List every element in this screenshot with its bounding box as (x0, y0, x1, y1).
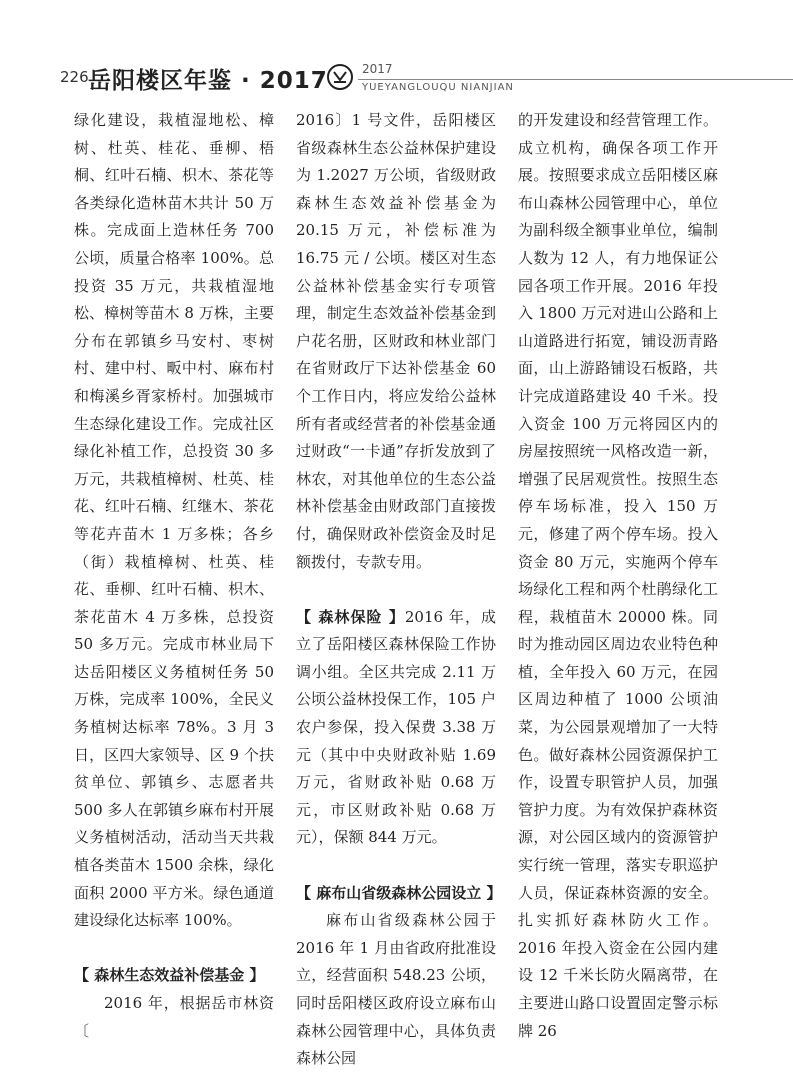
paragraph-mabushan-park: 麻布山省级森林公园于 2016 年 1 月由省政府批准设立，经营面积 548.23 公顷，同时岳阳楼区政府设立麻布山森林公园管理中心，具体负责森林公园 (296, 911, 496, 1068)
section-heading-forest-insurance: 【 森林保险 】 (296, 607, 405, 626)
header-year: 2017 (362, 62, 393, 76)
section-forest-insurance (296, 604, 496, 852)
section-heading-mabushan-park: 【 麻布山省级森林公园设立 】 (296, 883, 502, 902)
yearbook-title: 岳阳楼区年鉴 · 2017 (88, 68, 328, 94)
paragraph-greening: 绿化建设，栽植湿地松、樟树、杜英、桂花、垂柳、梧桐、红叶石楠、枳木、茶花等各类绿化造林苗木共计 50 万株。完成面上造林任务 700 公顷，质量合格率 100%。总投资 35 万元，共栽植湿地松、樟树等苗木 8 万株，主要分布在郭镇乡马安村、枣树村、建中村、畈中村、麻布村和梅溪乡胥家桥村。加强城市生态绿化建设工作。完成社区绿化补植工作，总投资 30 多万元，共栽植樟树、杜英、桂花、红叶石楠、红继木、茶花等花卉苗木 1 万多株；各乡（街）栽植樟树、杜英、桂花、垂柳、红叶石楠、枳木、茶花苗木 4 万多株，总投资 50 多万元。完成市林业局下达岳阳楼区义务植树任务 50 万株，完成率 100%，全民义务植树达标率 78%。3 月 3 日，区四大家领导、区 9 个扶贫单位、郭镇乡、志愿者共 500 多人在郭镇乡麻布村开展义务植树活动，活动当天共栽植各类苗木 1500 余株，绿化面积 2000 平方米。绿色通道建设绿化达标率 100%。 (74, 111, 274, 930)
circle-arrow-logo-icon (326, 63, 354, 91)
section-heading-compensation-fund: 【 森林生态效益补偿基金 】 (74, 966, 265, 985)
column-2 (296, 107, 502, 1073)
paragraph-compensation-cont: 2016〕1 号文件，岳阳楼区省级森林生态公益林保护建设为 1.2027 万公顷，省级财政森林生态效益补偿基金为 20.15 万元，补偿标准为 16.75 元 / 公顷。楼区对生态公益林补偿基金实行专项管理，制定生态效益补偿基金到户花名册，区财政和林业部门在省财政厅下达补偿基金 60 个工作日内，将应发给公益林所有者或经营者的补偿基金通过财政“一卡通”存折发放到了林农，对其他单位的生态公益林补偿基金由财政部门直接拨付，确保财政补偿资金及时足额拨付，专款专用。 (296, 111, 496, 571)
paragraph-compensation-start: 2016 年，根据岳市林资〔 (74, 994, 274, 1040)
header-rule (358, 79, 793, 80)
column-3 (518, 107, 718, 1045)
header-subtitle: YUEYANGLOUQU NIANJIAN (362, 82, 514, 93)
paragraph-park-management: 的开发建设和经营管理工作。成立机构，确保各项工作开展。按照要求成立岳阳楼区麻布山森林公园管理中心，单位为副科级全额事业单位，编制人数为 12 人，有力地保证公园各项工作开展。2016 年投入 1800 万元对进山公路和上山道路进行拓宽，铺设沥青路面，山上游路铺设石板路，共计完成道路建设 40 千米。投入资金 100 万元将园区内的房屋按照统一风格改造一新，增强了民居观赏性。按照生态停车场标准，投入 150 万元，修建了两个停车场。投入资金 80 万元，实施两个停车场绿化工程和两个杜鹃绿化工程，栽植苗木 20000 株。同时为推动园区周边农业特色种植，全年投入 60 万元，在园区周边种植了 1000 公顷油菜，为公园景观增加了一大特色。做好森林公园资源保护工作，设置专职管护人员，加强管护力度。为有效保护森林资源，对公园区域内的资源管护实行统一管理，落实专职巡护人员，保证森林资源的安全。扎实抓好森林防火工作。2016 年投入资金在公园内建设 12 千米长防火隔离带，在主要进山路口设置固定警示标牌 26 (518, 111, 718, 1040)
column-1 (74, 107, 274, 1045)
paragraph-forest-insurance: 2016 年，成立了岳阳楼区森林保险工作协调小组。全区共完成 2.11 万公顷公益林投保工作，105 户农户参保，投入保费 3.38 万元（其中中央财政补贴 1.69 万元，省财政补贴 0.68 万元，市区财政补贴 0.68 万元），保额 844 万元。 (296, 607, 496, 847)
page-number: 226 (60, 68, 89, 86)
page-header (0, 0, 793, 110)
